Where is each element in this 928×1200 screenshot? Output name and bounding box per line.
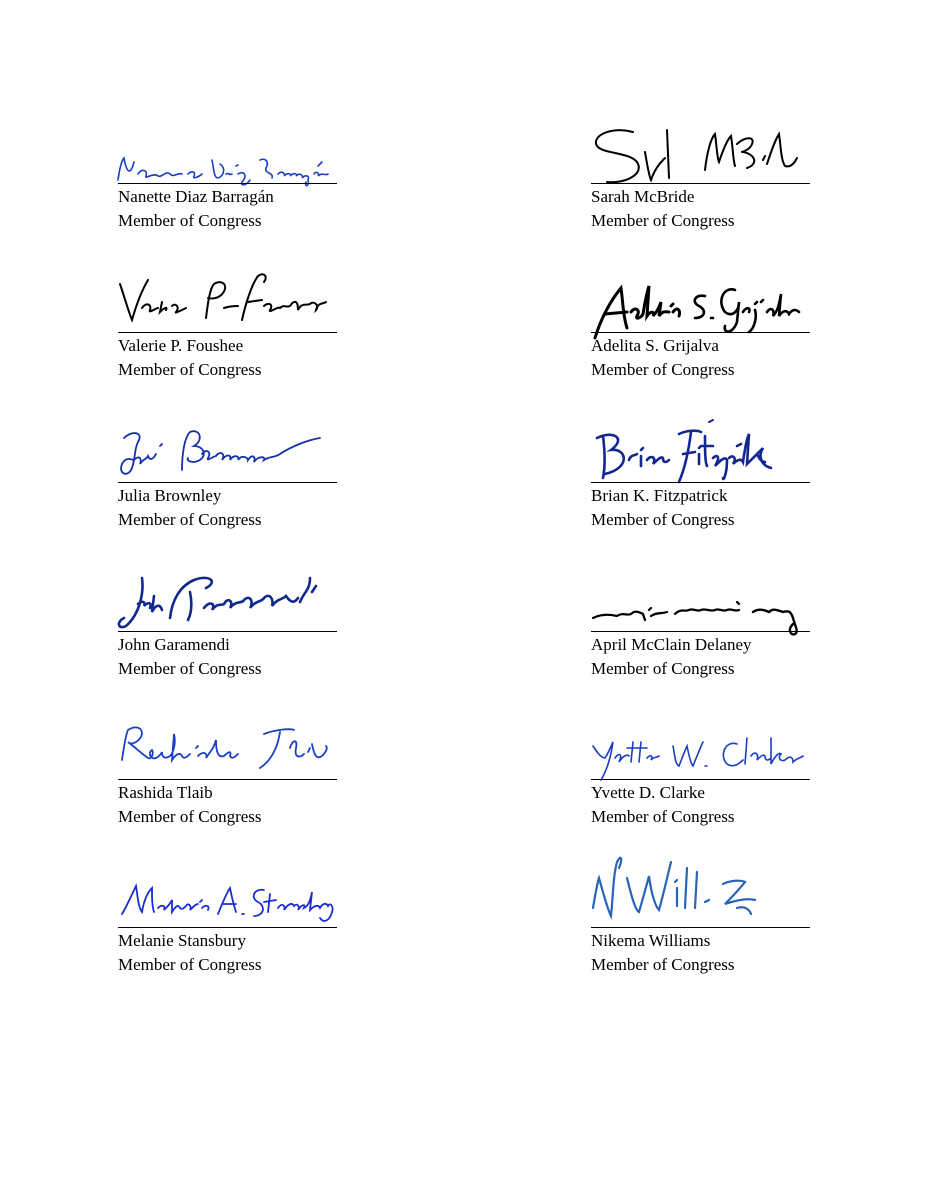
member-name: Julia Brownley xyxy=(118,486,222,505)
signature-line xyxy=(591,779,810,780)
signature-block-right-3 xyxy=(591,420,811,550)
signature-line xyxy=(118,183,337,184)
signature-line xyxy=(591,631,810,632)
member-name: Yvette D. Clarke xyxy=(591,783,705,802)
signature-line xyxy=(118,482,337,483)
member-name: Brian K. Fitzpatrick xyxy=(591,486,728,505)
member-title: Member of Congress xyxy=(591,955,735,974)
member-title: Member of Congress xyxy=(118,955,262,974)
signature-line xyxy=(591,332,810,333)
member-title: Member of Congress xyxy=(118,659,262,678)
signature-block-left-5 xyxy=(118,718,338,848)
signature-block-left-3 xyxy=(118,420,338,550)
member-name: Adelita S. Grijalva xyxy=(591,336,719,355)
signature-line xyxy=(591,927,810,928)
signature-block-left-1 xyxy=(118,120,338,250)
member-title: Member of Congress xyxy=(118,510,262,529)
member-name: Melanie Stansbury xyxy=(118,931,246,950)
signature-block-left-4 xyxy=(118,568,338,698)
member-title: Member of Congress xyxy=(118,211,262,230)
signature-image-garamendi xyxy=(114,562,344,632)
signature-image-fitzpatrick xyxy=(587,418,817,488)
member-name: Sarah McBride xyxy=(591,187,695,206)
signature-image-brownley xyxy=(114,416,344,486)
signature-block-right-5 xyxy=(591,718,811,848)
signature-image-delaney xyxy=(587,574,817,644)
member-title: Member of Congress xyxy=(118,360,262,379)
member-name: Nanette Diaz Barragán xyxy=(118,187,274,206)
member-name: Nikema Williams xyxy=(591,931,711,950)
signature-line xyxy=(591,482,810,483)
member-title: Member of Congress xyxy=(118,807,262,826)
member-name: Valerie P. Foushee xyxy=(118,336,244,355)
signature-line xyxy=(118,779,337,780)
signature-line xyxy=(591,183,810,184)
signature-block-right-2 xyxy=(591,270,811,400)
signature-image-foushee xyxy=(114,262,344,332)
member-title: Member of Congress xyxy=(591,510,735,529)
signature-block-right-6 xyxy=(591,866,811,996)
signature-image-williams xyxy=(587,848,817,918)
signature-image-stansbury xyxy=(114,864,344,934)
signature-image-clarke xyxy=(587,716,817,786)
member-name: Rashida Tlaib xyxy=(118,783,213,802)
signature-block-right-4 xyxy=(591,568,811,698)
signature-block-left-2 xyxy=(118,270,338,400)
member-title: Member of Congress xyxy=(591,659,735,678)
member-name: April McClain Delaney xyxy=(591,635,752,654)
signature-block-left-6 xyxy=(118,866,338,996)
signature-image-mcbride xyxy=(587,122,817,192)
signature-line xyxy=(118,332,337,333)
signature-line xyxy=(118,631,337,632)
signature-block-right-1 xyxy=(591,120,811,250)
member-title: Member of Congress xyxy=(591,360,735,379)
signature-image-tlaib xyxy=(114,712,344,782)
member-title: Member of Congress xyxy=(591,211,735,230)
member-name: John Garamendi xyxy=(118,635,230,654)
member-title: Member of Congress xyxy=(591,807,735,826)
signature-line xyxy=(118,927,337,928)
